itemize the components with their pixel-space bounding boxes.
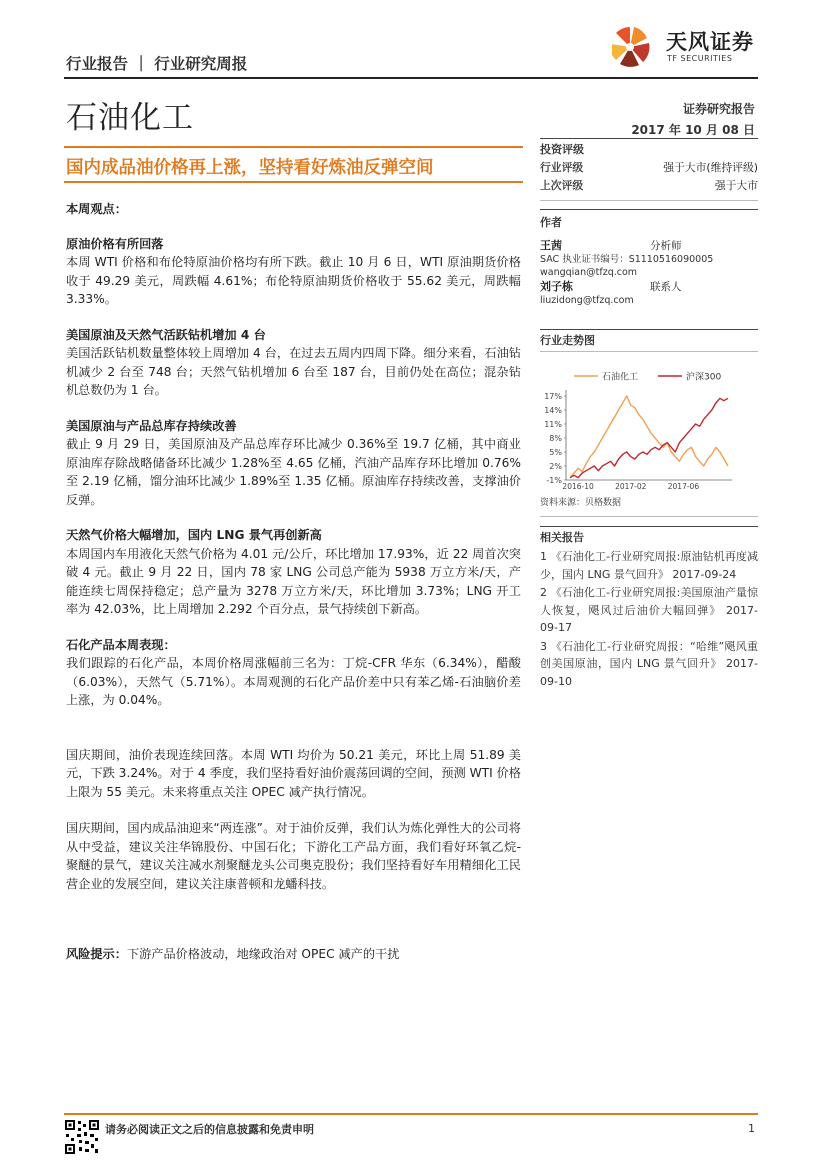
header-rule (64, 77, 758, 79)
trend-chart (540, 356, 758, 494)
rating-label: 行业评级 (540, 161, 584, 174)
author-name: 王茜 (540, 239, 562, 252)
section-heading: 原油价格有所回落 (66, 236, 164, 251)
section-heading: 美国原油及天然气活跃钻机增加 4 台 (66, 327, 266, 342)
report-category: 证券研究报告 (682, 102, 755, 116)
trend-heading-rule (540, 351, 758, 352)
related-block (540, 526, 758, 691)
section-body: 本周国内车用液化天然气价格为 4.01 元/公斤，环比增加 17.93%，近 22 周首次突破 4 元。截止 9 月 22 日，国内 78 家 LNG 公司总产能为 5938 万立方米/天，产能连续七周保持稳定；总产量为 3278 万立方米/天，环比增加 3.73%；LNG 开工率为 42.03%，比上周增加 2.292 个百分点，景气持续创下新高。 (66, 546, 521, 616)
y-tick-label: 2% (549, 462, 562, 471)
section-body: 本周 WTI 价格和布伦特原油价格均有所下跌。截止 10 月 6 日，WTI 原油期货价格收于 49.29 美元，周跌幅 4.61%；布伦特原油期货价格收于 55.62 美元，周跌幅 3.33%。 (66, 255, 521, 306)
related-list (540, 548, 758, 690)
qr-code-icon (64, 1119, 100, 1155)
related-item[interactable]: 1 《石油化工-行业研究周报:原油钻机再度减少，国内 LNG 景气回升》 2017-09-24 (540, 550, 758, 581)
section-natural-gas (66, 526, 521, 619)
trend-heading: 行业走势图 (540, 334, 595, 347)
y-tick-label: -1% (546, 476, 562, 485)
rating-heading: 投资评级 (540, 143, 584, 156)
section-rig-count (66, 326, 521, 400)
rating-row-previous (540, 177, 758, 195)
authors-top-rule (540, 209, 758, 210)
rating-bottom-rule (540, 200, 758, 201)
logo-cn-text: 天风证券 (666, 30, 754, 54)
logo-en-text: TF SECURITIES (667, 54, 733, 63)
trend-block (540, 329, 758, 517)
trend-bottom-rule (540, 516, 758, 517)
section-heading: 美国原油与产品总库存持续改善 (66, 418, 237, 433)
y-tick-label: 8% (549, 434, 562, 443)
y-tick-label: 14% (544, 406, 562, 415)
author-role: 联系人 (650, 281, 682, 293)
logo-mark (612, 27, 649, 67)
x-tick-label: 2017-02 (615, 482, 647, 491)
section-body: 截止 9 月 29 日，美国原油及产品总库存环比减少 0.36%至 19.7 亿桶，其中商业原油库存除战略储备环比减少 1.28%至 4.65 亿桶，汽油产品库存环比增加 0.76%至 2.19 亿桶，馏分油环比减少 1.89%至 1.35 亿桶。原油库存持续改善，支撑油价反弹。 (66, 437, 521, 507)
section-body: 我们跟踪的石化产品，本周价格周涨幅前三名为：丁烷-CFR 华东（6.34%），醋酸（6.03%），天然气（5.71%）。本周观测的石化产品价差中只有苯乙烯-石油脑价差上涨，为 0.04%。 (66, 656, 521, 707)
author-email[interactable]: liuzidong@tfzq.com (540, 295, 634, 306)
summary-paragraph-1: 国庆期间，油价表现连续回落。本周 WTI 均价为 50.21 美元，环比上周 51.89 美元，下跌 3.24%。对于 4 季度，我们坚持看好油价震荡回调的空间，预测 WTI 价格上限为 55 美元。未来将重点关注 OPEC 减产执行情况。 (66, 747, 521, 799)
y-tick-label: 11% (544, 420, 562, 429)
trend-top-rule (540, 329, 758, 330)
section-body: 美国活跃钻机数量整体较上周增加 4 台，在过去五周内四周下降。细分来看，石油钻机减少 2 台至 748 台；天然气钻机增加 6 台至 187 台，目前仍处在高位；混杂钻机总数仍为 1 台。 (66, 346, 521, 397)
authors-heading: 作者 (540, 216, 562, 229)
footer-rule (64, 1113, 758, 1115)
legend-label: 石油化工 (602, 372, 639, 383)
author-role: 分析师 (650, 240, 682, 252)
x-tick-label: 2016-10 (562, 482, 594, 491)
weekly-view-heading: 本周观点： (66, 202, 127, 216)
related-top-rule (540, 526, 758, 527)
headline-bottom-rule (64, 181, 523, 183)
related-item[interactable]: 3 《石油化工-行业研究周报：“哈维”飓风重创美国原油，国内 LNG 景气回升》 2017-09-10 (540, 639, 758, 688)
footer-disclaimer: 请务必阅读正文之后的信息披露和免责申明 (105, 1123, 314, 1136)
section-petrochemicals (66, 636, 521, 710)
risk-label: 风险提示： (66, 947, 127, 961)
report-type: 行业报告 ｜ 行业研究周报 (66, 55, 248, 73)
report-date: 2017 年 10 月 08 日 (631, 123, 755, 137)
legend-label: 沪深300 (686, 372, 722, 383)
y-tick-label: 17% (544, 392, 562, 401)
sector-title: 石油化工 (66, 100, 194, 136)
rating-label: 上次评级 (540, 179, 584, 192)
headline-top-rule (64, 146, 523, 148)
related-heading: 相关报告 (540, 531, 584, 544)
trend-source: 资料来源：贝格数据 (540, 498, 622, 508)
risk-warning (66, 945, 521, 964)
author-name: 刘子栋 (540, 280, 573, 293)
rating-block (540, 138, 758, 201)
y-tick-label: 5% (549, 448, 562, 457)
rating-row-current (540, 159, 758, 177)
related-item[interactable]: 2 《石油化工-行业研究周报:美国原油产量惊人恢复，飓风过后油价大幅回弹》 2017-09-17 (540, 586, 758, 634)
authors-block (540, 209, 758, 307)
section-oil-price (66, 235, 521, 309)
headline: 国内成品油价格再上涨，坚持看好炼油反弹空间 (66, 158, 434, 178)
author-entry (540, 280, 758, 307)
section-heading: 石化产品本周表现： (66, 637, 176, 652)
section-inventory (66, 417, 521, 510)
page-number: 1 (748, 1122, 755, 1135)
risk-text: 下游产品价格波动，地缘政治对 OPEC 减产的干扰 (126, 947, 400, 961)
x-tick-label: 2017-06 (667, 482, 700, 491)
main-column (66, 200, 521, 964)
author-entry (540, 239, 758, 279)
rating-value: 强于大市 (714, 179, 758, 192)
section-heading: 天然气价格大幅增加，国内 LNG 景气再创新高 (66, 528, 322, 542)
summary-paragraph-2: 国庆期间，国内成品油迎来“两连涨”。对于油价反弹，我们认为炼化弹性大的公司将从中受益，建议关注华锦股份、中国石化；下游化工产品方面，我们看好环氧乙烷-聚醚的景气，建议关注减水剂聚醚龙头公司奥克股份；我们坚持看好车用精细化工民营企业的发展空间，建议关注康普顿和龙蟠科技。 (66, 821, 521, 891)
author-email[interactable]: wangqian@tfzq.com (540, 267, 638, 278)
series-line-petrochemical (570, 396, 728, 478)
rating-top-rule (540, 138, 758, 139)
author-cert: SAC 执业证书编号：S1110516090005 (540, 254, 714, 265)
rating-value: 强于大市(维持评级) (663, 161, 758, 174)
